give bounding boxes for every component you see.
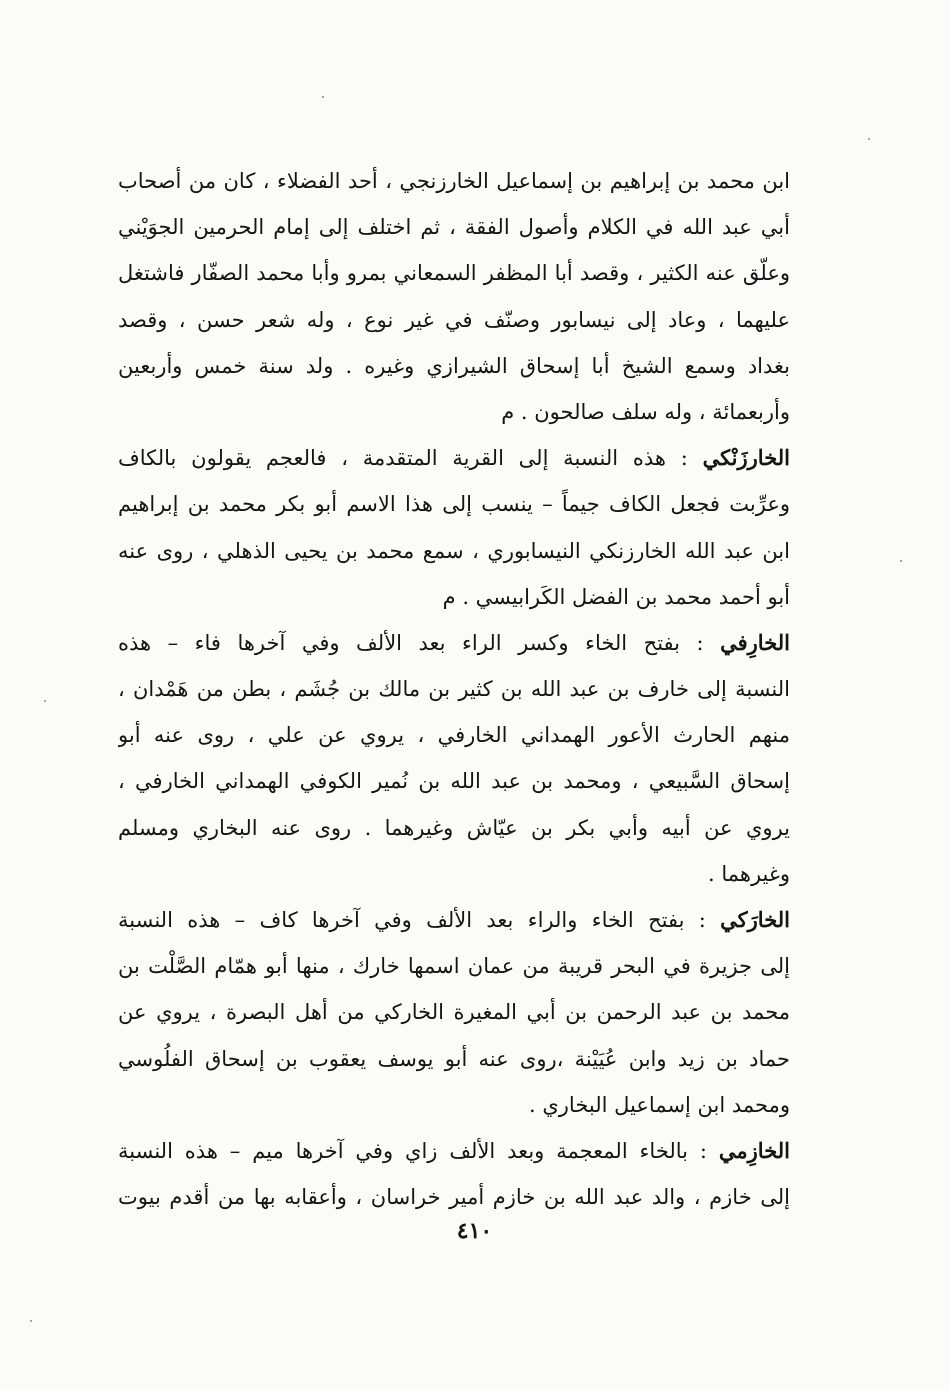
page-body-text (118, 158, 790, 1220)
text-line: ابن محمد بن إبراهيم بن إسماعيل الخارزنجي ، أحد الفضلاء ، كان من أصحاب (118, 169, 790, 193)
text-line: يروي عن أبيه وأبي بكر بن عيّاش وغيرهما . روى عنه البخاري ومسلم (118, 815, 790, 840)
text-line: النسبة إلى خارف بن عبد الله بن كثير بن مالك بن جُشَم ، بطن من هَمْدان ، (118, 677, 790, 702)
text-line: بغداد وسمع الشيخ أبا إسحاق الشيرازي وغيره . ولد سنة خمس وأربعين (118, 353, 790, 378)
entry-first-line (118, 620, 790, 666)
entry-text: : بفتح الخاء والراء بعد الألف وفي آخرها كاف – هذه النسبة (118, 908, 721, 932)
text-line: وعلّق عنه الكثير ، وقصد أبا المظفر السمعاني بمرو وأبا محمد الصفّار فاشتغل (118, 261, 790, 286)
page-number: ٤١٠ (456, 1218, 493, 1244)
text-line: ابن عبد الله الخارزنكي النيسابوري ، سمع محمد بن يحيى الذهلي ، روى عنه (118, 538, 790, 563)
scan-speck (868, 138, 870, 140)
text-line: وأربعمائة ، وله سلف صالحون . م (501, 399, 790, 424)
text-line: أبو أحمد محمد بن الفضل الكَرابيسي . م (442, 584, 790, 609)
text-line: ومحمد ابن إسماعيل البخاري . (529, 1092, 790, 1117)
scan-speck (900, 560, 902, 562)
scan-speck (30, 1320, 32, 1322)
entry-headword: الخارزَنْكي (702, 445, 790, 471)
scan-speck (44, 700, 46, 702)
text-line: منهم الحارث الأعور الهمداني الخارفي ، يروي عن علي ، روى عنه أبو (118, 723, 790, 748)
entry-text: : بفتح الخاء وكسر الراء بعد الألف وفي آخرها فاء – هذه (118, 630, 721, 655)
text-line: محمد بن عبد الرحمن بن أبي المغيرة الخاركي من أهل البصرة ، يروي عن (118, 1000, 790, 1025)
text-line: إلى جزيرة في البحر قريبة من عمان اسمها خارك ، منها أبو همّام الصَّلْت بن (118, 954, 790, 979)
text-line: حماد بن زيد وابن عُيَيْنة ،روى عنه أبو يوسف يعقوب بن إسحاق الفلُوسي (118, 1046, 790, 1071)
text-line: أبي عبد الله في الكلام وأصول الفقة ، ثم اختلف إلى إمام الحرمين الجوَيْني (118, 215, 790, 240)
entry-headword: الخارِفي (720, 629, 790, 655)
entry-first-line (118, 897, 790, 943)
text-line: وغيرهما . (707, 861, 790, 886)
entry-text: : هذه النسبة إلى القرية المتقدمة ، فالعجم يقولون بالكاف (118, 446, 703, 471)
entry-text: : بالخاء المعجمة وبعد الألف زاي وفي آخرها ميم – هذه النسبة (118, 1138, 719, 1163)
text-line: وعرِّبت فجعل الكاف جيماً – ينسب إلى هذا الاسم أبو بكر محمد بن إبراهيم (118, 492, 790, 517)
scan-speck (322, 96, 324, 98)
entry-headword: الخارَكي (720, 907, 790, 932)
text-line: إسحاق السَّبيعي ، ومحمد بن عبد الله بن نُمير الكوفي الهمداني الخارفي ، (118, 769, 790, 794)
entry-headword: الخازِمي (718, 1137, 790, 1163)
entry-first-line (118, 1128, 790, 1174)
entry-first-line (118, 435, 790, 481)
text-line: إلى خازم ، والد عبد الله بن خازم أمير خراسان ، وأعقابه بها من أقدم بيوت (118, 1185, 790, 1210)
text-line: عليهما ، وعاد إلى نيسابور وصنّف في غير نوع ، وله شعر حسن ، وقصد (118, 307, 790, 332)
